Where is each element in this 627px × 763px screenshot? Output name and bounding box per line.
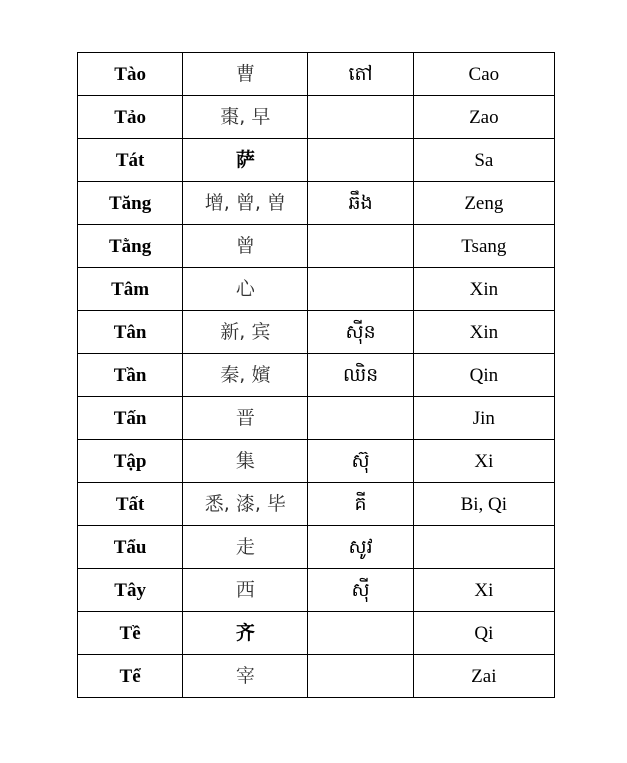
han-character-cell: 棗, 早 <box>183 96 308 139</box>
vietnamese-cell: Tể <box>78 655 183 698</box>
pinyin-cell: Xi <box>413 440 554 483</box>
pinyin-cell: Xin <box>413 268 554 311</box>
khmer-cell: ស៊ុ <box>308 440 413 483</box>
surname-table <box>77 52 555 698</box>
vietnamese-cell: Tâm <box>78 268 183 311</box>
surname-table-body <box>78 53 555 698</box>
khmer-cell: តៅ <box>308 53 413 96</box>
han-character-cell: 萨 <box>183 139 308 182</box>
pinyin-cell: Jin <box>413 397 554 440</box>
vietnamese-cell: Tây <box>78 569 183 612</box>
khmer-cell <box>308 139 413 182</box>
khmer-cell <box>308 96 413 139</box>
table-row <box>78 354 555 397</box>
pinyin-cell <box>413 526 554 569</box>
pinyin-cell: Qi <box>413 612 554 655</box>
khmer-cell: ឆឹង <box>308 182 413 225</box>
pinyin-cell: Xin <box>413 311 554 354</box>
pinyin-cell: Zao <box>413 96 554 139</box>
khmer-cell <box>308 612 413 655</box>
vietnamese-cell: Tào <box>78 53 183 96</box>
khmer-cell <box>308 225 413 268</box>
table-row <box>78 268 555 311</box>
khmer-cell <box>308 397 413 440</box>
khmer-cell <box>308 268 413 311</box>
table-row <box>78 397 555 440</box>
table-row <box>78 53 555 96</box>
han-character-cell: 增, 曾, 曽 <box>183 182 308 225</box>
vietnamese-cell: Tằng <box>78 225 183 268</box>
khmer-cell: គី <box>308 483 413 526</box>
han-character-cell: 宰 <box>183 655 308 698</box>
vietnamese-cell: Tề <box>78 612 183 655</box>
vietnamese-cell: Tẩu <box>78 526 183 569</box>
khmer-cell: ឈិន <box>308 354 413 397</box>
vietnamese-cell: Tảo <box>78 96 183 139</box>
khmer-cell: ស៊ី <box>308 569 413 612</box>
han-character-cell: 齐 <box>183 612 308 655</box>
vietnamese-cell: Tân <box>78 311 183 354</box>
vietnamese-cell: Tần <box>78 354 183 397</box>
table-row <box>78 655 555 698</box>
vietnamese-cell: Tăng <box>78 182 183 225</box>
table-row <box>78 569 555 612</box>
vietnamese-cell: Tập <box>78 440 183 483</box>
han-character-cell: 走 <box>183 526 308 569</box>
pinyin-cell: Bi, Qi <box>413 483 554 526</box>
han-character-cell: 西 <box>183 569 308 612</box>
vietnamese-cell: Tát <box>78 139 183 182</box>
table-row <box>78 311 555 354</box>
han-character-cell: 心 <box>183 268 308 311</box>
table-row <box>78 526 555 569</box>
vietnamese-cell: Tất <box>78 483 183 526</box>
khmer-cell: សូវ <box>308 526 413 569</box>
table-row <box>78 483 555 526</box>
vietnamese-cell: Tấn <box>78 397 183 440</box>
table-row <box>78 96 555 139</box>
table-row <box>78 225 555 268</box>
han-character-cell: 秦, 嬪 <box>183 354 308 397</box>
han-character-cell: 集 <box>183 440 308 483</box>
pinyin-cell: Zeng <box>413 182 554 225</box>
pinyin-cell: Cao <box>413 53 554 96</box>
table-row <box>78 612 555 655</box>
table-row <box>78 182 555 225</box>
table-row <box>78 139 555 182</box>
pinyin-cell: Tsang <box>413 225 554 268</box>
han-character-cell: 晋 <box>183 397 308 440</box>
han-character-cell: 曹 <box>183 53 308 96</box>
pinyin-cell: Sa <box>413 139 554 182</box>
han-character-cell: 悉, 漆, 毕 <box>183 483 308 526</box>
khmer-cell: ស៊ីន <box>308 311 413 354</box>
pinyin-cell: Qin <box>413 354 554 397</box>
pinyin-cell: Xi <box>413 569 554 612</box>
table-row <box>78 440 555 483</box>
han-character-cell: 曾 <box>183 225 308 268</box>
khmer-cell <box>308 655 413 698</box>
han-character-cell: 新, 宾 <box>183 311 308 354</box>
pinyin-cell: Zai <box>413 655 554 698</box>
